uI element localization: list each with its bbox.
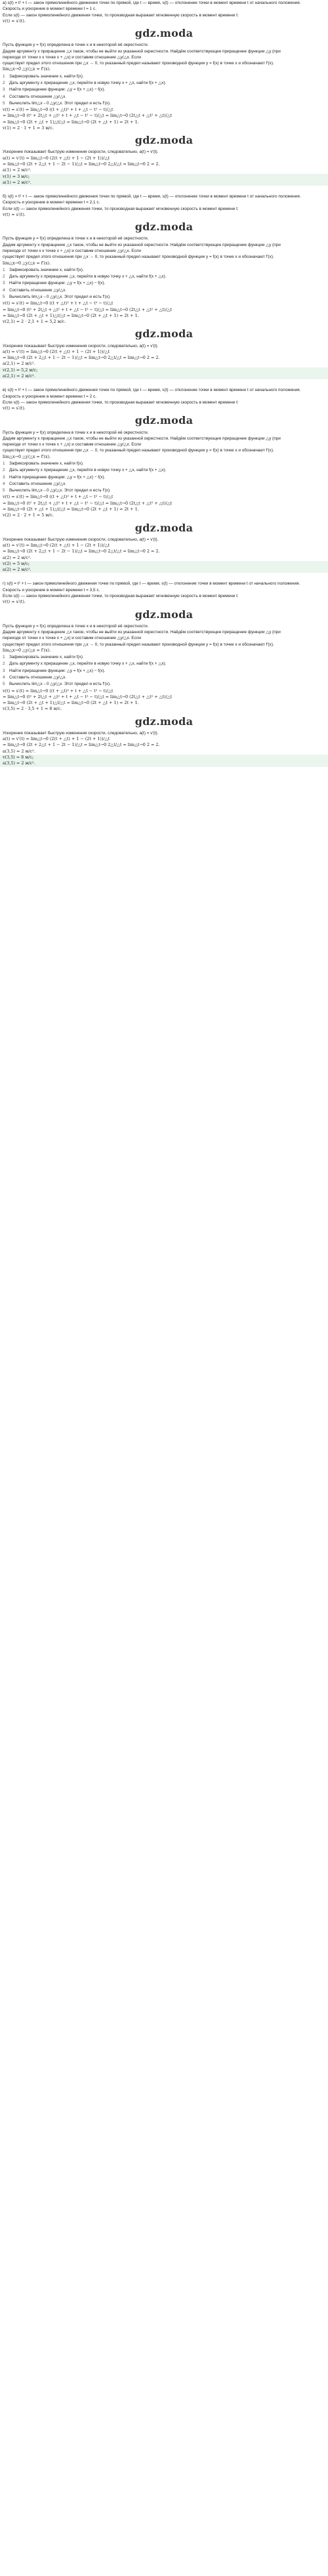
derivative-definition-3: переходе от точки x к точке x + △x) и составим отношение △y/△x. Если (3, 442, 141, 447)
answer-acceleration: a(2,1) = 2 м/с². (3, 373, 35, 379)
watermark: gdz.moda (134, 414, 194, 427)
acceleration-calc-1: a(t) = v′(t) = lim△t→0 (2(t + △t) + 1 − (2t + 1))/△t (3, 348, 110, 354)
step-text: Найти приращение функции: △y = f(x + △x) − f(x). (9, 668, 106, 673)
velocity-value: v(1) = 2 · 1 + 1 = 3 м/с. (3, 125, 54, 131)
algorithm-step (3, 287, 325, 293)
watermark: gdz.moda (134, 327, 194, 341)
algorithm-step (3, 461, 325, 467)
step-number: 5 (3, 294, 5, 299)
algorithm-step (3, 94, 325, 100)
step-number: 1 (3, 461, 5, 466)
algorithm-step (3, 294, 325, 300)
limit-formula: lim△x→0 △y/△x = f′(x). (3, 66, 51, 72)
acceleration-value: a(2,1) = 2 м/с². (3, 361, 35, 367)
step-number: 4 (3, 481, 5, 486)
step-text: Найти приращение функции: △y = f(x + △x) − f(x). (9, 87, 106, 93)
limit-formula: lim△x→0 △y/△x = f′(x). (3, 453, 51, 459)
step-text: Вычислить lim△x→0 △y/△x. Этот предел и есть f′(x). (9, 488, 111, 493)
derivative-definition-1: Пусть функция y = f(x) определена в точке x и в некоторой её окрестности. (3, 236, 149, 241)
velocity-definition: v(t) = s′(t). (3, 211, 26, 217)
task-find: Скорость и ускорение в момент времени t = 2 с. (3, 394, 96, 399)
step-number: 1 (3, 655, 5, 660)
acceleration-calc-1: a(t) = v′(t) = lim△t→0 (2(t + △t) + 1 − (2t + 1))/△t (3, 542, 110, 548)
step-text: Дать аргументу x приращение △x, перейти в новую точку x + △x, найти f(x + △x). (9, 661, 167, 667)
task-find: Скорость и ускорение в момент времени t = 2,1 с. (3, 200, 100, 205)
answer-box (0, 561, 328, 573)
step-number: 4 (3, 287, 5, 293)
velocity-definition: v(t) = s′(t). (3, 405, 26, 411)
step-number: 2 (3, 661, 5, 667)
derivative-definition-1: Пусть функция y = f(x) определена в точке x и в некоторой её окрестности. (3, 430, 149, 435)
derivative-definition-4: существует предел этого отношения при △x → 0, то указанный предел называют производной функции y = f(x) в точке x и обозначают f′(x). (3, 448, 274, 453)
velocity-definition: v(t) = s′(t). (3, 18, 26, 24)
derivative-definition-1: Пусть функция y = f(x) определена в точке x и в некоторой её окрестности. (3, 623, 149, 629)
derivative-definition-4: существует предел этого отношения при △x → 0, то указанный предел называют производной функции y = f(x) в точке x и обозначают f′(x). (3, 255, 274, 260)
step-text: Составить отношение △y/△x. (9, 94, 67, 99)
algorithm-steps (3, 654, 325, 687)
velocity-calc-2: = lim△t→0 (t² + 2t△t + △t² + t + △t − t² − t)/△t = lim△t→0 (2t△t + △t² + △t)/△t (3, 306, 173, 312)
step-number: 5 (3, 682, 5, 687)
velocity-definition: v(t) = s′(t). (3, 599, 26, 605)
velocity-calc-3: = lim△t→0 (2t + △t + 1)△t/△t = lim△t→0 (2t + △t + 1) = 2t + 1. (3, 700, 139, 706)
algorithm-step (3, 267, 325, 273)
step-text: Вычислить lim△x→0 △y/△x. Этот предел и есть f′(x). (9, 294, 111, 299)
motion-law: а) s(t) = t² + t — закон прямолинейного движения точки по прямой, где t — время, s(t) — отклонение точки в момент времени t от начального положения. (3, 1, 301, 5)
watermark: gdz.moda (134, 134, 194, 147)
answer-box (0, 755, 328, 767)
velocity-explanation: Если s(t) — закон прямолинейного движения точки, то производная выражает мгновенную скорость в момент времени t: (3, 400, 239, 405)
step-text: Составить отношение △y/△x. (9, 481, 67, 486)
step-text: Зафиксировать значение x, найти f(x). (9, 655, 84, 660)
derivative-definition-3: переходе от точки x к точке x + △x) и составим отношение △y/△x. Если (3, 636, 141, 641)
step-number: 1 (3, 73, 5, 79)
step-number: 3 (3, 668, 5, 673)
answer-box (0, 367, 328, 380)
answer-velocity: v(2,1) = 5,2 м/с; (3, 367, 38, 373)
step-number: 5 (3, 100, 5, 106)
algorithm-step (3, 654, 325, 660)
acceleration-calc-2: = lim△t→0 (2t + 2△t + 1 − 2t − 1)/△t = lim△t→0 2△t/△t = lim△t→0 2 = 2. (3, 161, 160, 167)
watermark: gdz.moda (134, 220, 194, 234)
watermark: gdz.moda (134, 715, 194, 728)
step-number: 4 (3, 675, 5, 680)
motion-law: в) s(t) = t² + t — закон прямолинейного движения точки по прямой, где t — время, s(t) — отклонение точки в момент времени t от начального положения. (3, 388, 301, 393)
algorithm-step (3, 481, 325, 487)
answer-acceleration: a(1) = 2 м/с². (3, 179, 31, 185)
step-text: Вычислить lim△x→0 △y/△x. Этот предел и есть f′(x). (9, 682, 111, 687)
step-number: 5 (3, 488, 5, 493)
part-label: а (3, 1, 5, 5)
solution-part (0, 581, 328, 774)
algorithm-step (3, 668, 325, 674)
acceleration-calc-1: a(t) = v′(t) = lim△t→0 (2(t + △t) + 1 − (2t + 1))/△t (3, 155, 110, 161)
step-text: Найти приращение функции: △y = f(x + △x) − f(x). (9, 474, 106, 480)
algorithm-steps (3, 73, 325, 106)
acceleration-calc-2: = lim△t→0 (2t + 2△t + 1 − 2t − 1)/△t = lim△t→0 2△t/△t = lim△t→0 2 = 2. (3, 549, 160, 554)
task-find: Скорость и ускорение в момент времени t = 3,5 с. (3, 587, 100, 592)
step-text: Составить отношение △y/△x. (9, 287, 67, 293)
algorithm-step (3, 280, 325, 286)
limit-formula: lim△x→0 △y/△x = f′(x). (3, 647, 51, 653)
step-number: 3 (3, 87, 5, 93)
velocity-calc-3: = lim△t→0 (2t + △t + 1)△t/△t = lim△t→0 (2t + △t + 1) = 2t + 1. (3, 506, 139, 512)
derivative-definition-2: Дадим аргументу x приращение △x такое, чтобы не выйти из указанной окрестности. Найдём соответствующее приращение функции △y (при (3, 242, 281, 247)
solution-part (0, 387, 328, 581)
algorithm-step (3, 661, 325, 667)
solution-part (0, 0, 328, 194)
velocity-calc-1: v(t) = s′(t) = lim△t→0 ((t + △t)² + t + △t − t² − t)/△t (3, 688, 113, 694)
derivative-definition-4: существует предел этого отношения при △x → 0, то указанный предел называют производной функции y = f(x) в точке x и обозначают f′(x). (3, 642, 274, 647)
algorithm-step (3, 274, 325, 280)
step-number: 2 (3, 81, 5, 85)
motion-law: б) s(t) = t² + t — закон прямолинейного движения точки по прямой, где t — время, s(t) — отклонение точки в момент времени t от начального положения. (3, 194, 301, 199)
step-number: 3 (3, 281, 5, 286)
acceleration-value: a(1) = 2 м/с². (3, 167, 31, 173)
solution-part (0, 194, 328, 387)
answer-box (0, 174, 328, 186)
watermark: gdz.moda (134, 27, 194, 40)
limit-formula: lim△x→0 △y/△x = f′(x). (3, 260, 51, 266)
velocity-value: v(3,5) = 2 · 3,5 + 1 = 8 м/с. (3, 706, 62, 712)
acceleration-calc-2: = lim△t→0 (2t + 2△t + 1 − 2t − 1)/△t = lim△t→0 2△t/△t = lim△t→0 2 = 2. (3, 355, 160, 361)
step-text: Зафиксировать значение x, найти f(x). (9, 267, 84, 272)
step-text: Дать аргументу x приращение △x, перейти в новую точку x + △x, найти f(x + △x). (9, 274, 167, 280)
part-label: в (3, 388, 5, 393)
answer-acceleration: a(3,5) = 2 м/с². (3, 760, 35, 766)
answer-velocity: v(3,5) = 8 м/с; (3, 754, 34, 760)
acceleration-value: a(3,5) = 2 м/с². (3, 748, 35, 754)
derivative-definition-2: Дадим аргументу x приращение △x такое, чтобы не выйти из указанной окрестности. Найдём соответствующее приращение функции △y (при (3, 49, 281, 54)
acceleration-value: a(2) = 2 м/с². (3, 554, 31, 560)
watermark: gdz.moda (134, 521, 194, 534)
step-text: Дать аргументу x приращение △x, перейти в новую точку x + △x, найти f(x + △x). (9, 81, 167, 85)
algorithm-step (3, 488, 325, 493)
algorithm-steps (3, 267, 325, 300)
answer-velocity: v(1) = 3 м/с; (3, 173, 30, 179)
velocity-calc-1: v(t) = s′(t) = lim△t→0 ((t + △t)² + t + △t − t² − t)/△t (3, 107, 113, 113)
step-number: 3 (3, 474, 5, 480)
algorithm-steps (3, 461, 325, 493)
answer-acceleration: a(2) = 2 м/с². (3, 567, 31, 573)
acceleration-explanation: Ускорение показывает быструю изменения скорости, следовательно, a(t) = v′(t). (3, 730, 159, 736)
algorithm-step (3, 467, 325, 473)
step-text: Составить отношение △y/△x. (9, 675, 67, 680)
acceleration-explanation: Ускорение показывает быструю изменения скорости, следовательно, a(t) = v′(t). (3, 150, 159, 155)
algorithm-step (3, 73, 325, 79)
task-find: Скорость и ускорение в момент времени t = 1 с. (3, 7, 96, 12)
algorithm-step (3, 80, 325, 86)
watermark: gdz.moda (134, 608, 194, 621)
velocity-explanation: Если s(t) — закон прямолинейного движения точки, то производная выражает мгновенную скорость в момент времени t: (3, 593, 239, 598)
velocity-calc-1: v(t) = s′(t) = lim△t→0 ((t + △t)² + t + △t − t² − t)/△t (3, 494, 113, 500)
step-number: 2 (3, 468, 5, 473)
step-number: 4 (3, 94, 5, 99)
step-text: Зафиксировать значение x, найти f(x). (9, 73, 84, 79)
derivative-definition-4: существует предел этого отношения при △x → 0, то указанный предел называют производной функции y = f(x) в точке x и обозначают f′(x). (3, 61, 274, 66)
derivative-definition-2: Дадим аргументу x приращение △x такое, чтобы не выйти из указанной окрестности. Найдём соответствующее приращение функции △y (при (3, 629, 281, 634)
step-number: 2 (3, 274, 5, 280)
acceleration-explanation: Ускорение показывает быструю изменения скорости, следовательно, a(t) = v′(t). (3, 343, 159, 348)
derivative-definition-3: переходе от точки x к точке x + △x) и составим отношение △y/△x. Если (3, 249, 141, 253)
part-label: г (3, 581, 5, 587)
velocity-calc-2: = lim△t→0 (t² + 2t△t + △t² + t + △t − t² − t)/△t = lim△t→0 (2t△t + △t² + △t)/△t (3, 694, 173, 699)
algorithm-step (3, 675, 325, 680)
derivative-definition-1: Пусть функция y = f(x) определена в точке x и в некоторой её окрестности. (3, 43, 149, 48)
step-text: Найти приращение функции: △y = f(x + △x) − f(x). (9, 281, 106, 286)
velocity-explanation: Если s(t) — закон прямолинейного движения точки, то производная выражает мгновенную скорость в момент времени t: (3, 206, 239, 211)
acceleration-explanation: Ускорение показывает быструю изменения скорости, следовательно, a(t) = v′(t). (3, 537, 159, 542)
velocity-calc-3: = lim△t→0 (2t + △t + 1)△t/△t = lim△t→0 (2t + △t + 1) = 2t + 1. (3, 119, 139, 125)
step-text: Вычислить lim△x→0 △y/△x. Этот предел и есть f′(x). (9, 100, 111, 106)
step-text: Дать аргументу x приращение △x, перейти в новую точку x + △x, найти f(x + △x). (9, 468, 167, 473)
algorithm-step (3, 474, 325, 480)
step-number: 1 (3, 267, 5, 272)
acceleration-calc-2: = lim△t→0 (2t + 2△t + 1 − 2t − 1)/△t = lim△t→0 2△t/△t = lim△t→0 2 = 2. (3, 742, 160, 748)
acceleration-calc-1: a(t) = v′(t) = lim△t→0 (2(t + △t) + 1 − (2t + 1))/△t (3, 736, 110, 742)
algorithm-step (3, 87, 325, 93)
solution-page (0, 0, 328, 775)
step-text: Зафиксировать значение x, найти f(x). (9, 461, 84, 466)
answer-velocity: v(2) = 5 м/с; (3, 560, 30, 566)
derivative-definition-3: переходе от точки x к точке x + △x) и составим отношение △y/△x. Если (3, 54, 141, 60)
velocity-calc-3: = lim△t→0 (2t + △t + 1)△t/△t = lim△t→0 (2t + △t + 1) = 2t + 1. (3, 312, 139, 318)
algorithm-step (3, 681, 325, 687)
velocity-value: v(2) = 2 · 2 + 1 = 5 м/с. (3, 512, 54, 518)
part-label: б (3, 194, 5, 199)
derivative-definition-2: Дадим аргументу x приращение △x такое, чтобы не выйти из указанной окрестности. Найдём соответствующее приращение функции △y (при (3, 436, 281, 441)
velocity-calc-2: = lim△t→0 (t² + 2t△t + △t² + t + △t − t² − t)/△t = lim△t→0 (2t△t + △t² + △t)/△t (3, 113, 173, 119)
algorithm-step (3, 100, 325, 106)
velocity-value: v(2,1) = 2 · 2,1 + 1 = 5,2 м/с. (3, 319, 66, 325)
motion-law: г) s(t) = t² + t — закон прямолинейного движения точки по прямой, где t — время, s(t) — отклонение точки в момент времени t от начального положения. (3, 581, 300, 587)
velocity-calc-2: = lim△t→0 (t² + 2t△t + △t² + t + △t − t² − t)/△t = lim△t→0 (2t△t + △t² + △t)/△t (3, 500, 173, 506)
velocity-explanation: Если s(t) — закон прямолинейного движения точки, то производная выражает мгновенную скорость в момент времени t: (3, 12, 239, 18)
velocity-calc-1: v(t) = s′(t) = lim△t→0 ((t + △t)² + t + △t − t² − t)/△t (3, 301, 113, 306)
